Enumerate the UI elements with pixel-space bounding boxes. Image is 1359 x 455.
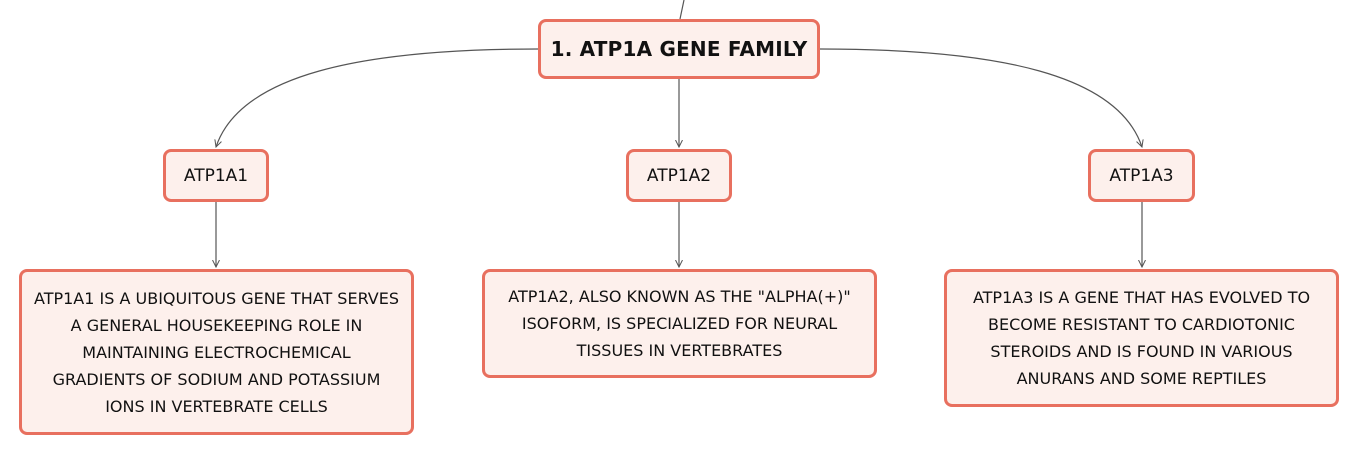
parent-connector — [680, 0, 684, 19]
gene-node-atp1a3[interactable] — [1088, 149, 1195, 202]
description-text: ATP1A3 IS A GENE THAT HAS EVOLVED TO BECOME RESISTANT TO CARDIOTONIC STEROIDS AND IS FOUND IN VARIOUS ANURANS AND SOME REPTILES — [972, 288, 1311, 388]
root-node-label: 1. ATP1A GENE FAMILY — [550, 37, 808, 61]
gene-node-label: ATP1A2 — [646, 165, 712, 186]
gene-node-label: ATP1A3 — [1109, 165, 1174, 186]
connector-root-to-atp1a1 — [216, 49, 538, 147]
description-node-atp1a3[interactable] — [944, 269, 1339, 407]
description-node-atp1a2[interactable] — [482, 269, 877, 378]
gene-node-atp1a2[interactable] — [626, 149, 732, 202]
description-text: ATP1A1 IS A UBIQUITOUS GENE THAT SERVES A GENERAL HOUSEKEEPING ROLE IN MAINTAINING ELECTROCHEMICAL GRADIENTS OF SODIUM AND POTASSIUM IONS IN VERTEBRATE CELLS — [34, 288, 400, 416]
connector-root-to-atp1a3 — [820, 49, 1142, 147]
root-node-atp1a-gene-family[interactable] — [538, 19, 820, 79]
description-text: ATP1A2, ALSO KNOWN AS THE "ALPHA(+)" ISOFORM, IS SPECIALIZED FOR NEURAL TISSUES IN VERTEBRATES — [508, 287, 851, 360]
gene-node-label: ATP1A1 — [183, 165, 249, 186]
gene-node-atp1a1[interactable] — [163, 149, 269, 202]
description-node-atp1a1[interactable] — [19, 269, 414, 435]
